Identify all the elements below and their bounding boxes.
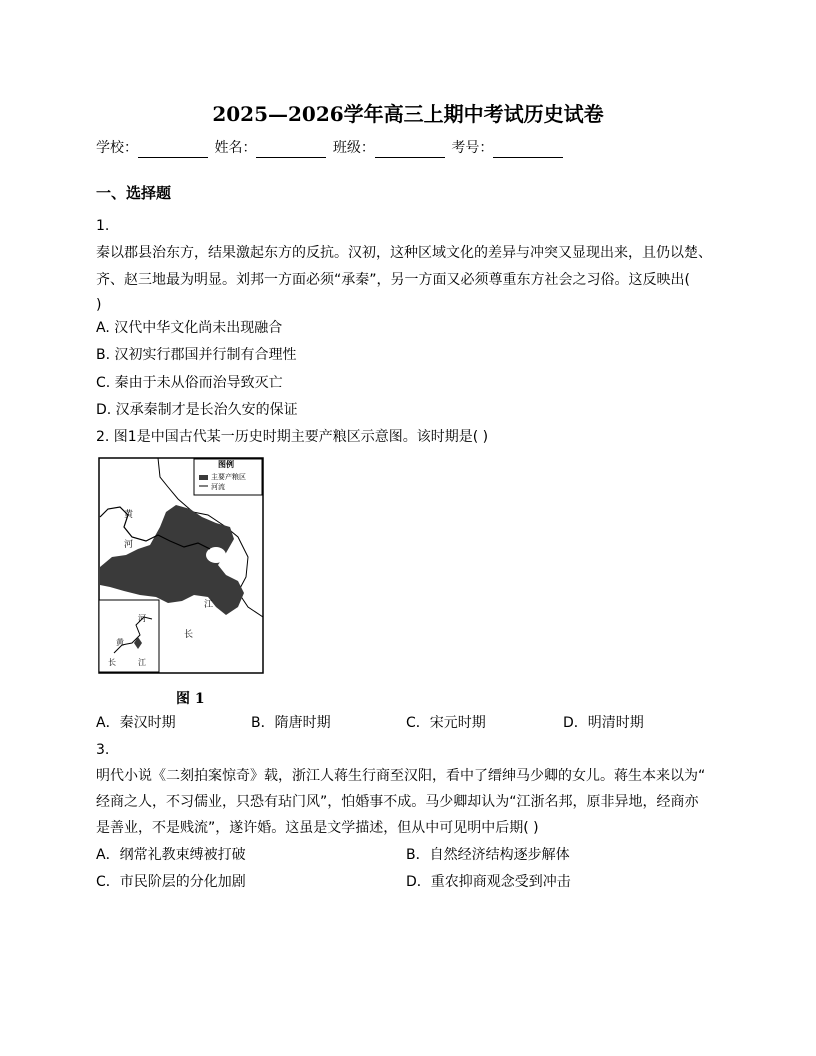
q2-option-c: C．宋元时期 xyxy=(406,715,486,731)
map-label: 河 xyxy=(124,540,134,550)
q2-option-b: B．隋唐时期 xyxy=(251,715,331,731)
q3-stem-line: 明代小说《二刻拍案惊奇》载，浙江人蒋生行商至汉阳，看中了缙绅马少卿的女儿。蒋生本来以为“ xyxy=(96,768,706,784)
name-blank xyxy=(256,143,326,158)
map-label: 长 xyxy=(184,630,194,640)
class-label: 班级： xyxy=(332,140,375,156)
q3-option-a: A．纲常礼教束缚被打破 xyxy=(96,847,246,863)
inset-label: 黄 xyxy=(116,638,124,647)
legend-region-swatch xyxy=(199,475,208,480)
number-blank xyxy=(493,143,563,158)
class-blank xyxy=(375,143,445,158)
school-label: 学校： xyxy=(96,140,138,156)
map-label: 江 xyxy=(204,600,214,610)
q3-option-b: B．自然经济结构逐步解体 xyxy=(406,847,570,863)
q3-option-c: C．市民阶层的分化加剧 xyxy=(96,874,246,890)
grain-region-map xyxy=(98,457,264,674)
school-blank xyxy=(138,143,208,158)
inset-label: 河 xyxy=(138,614,146,623)
q1-option-d: D. 汉承秦制才是长治久安的保证 xyxy=(96,402,298,418)
section-heading: 一、选择题 xyxy=(96,184,172,202)
q1-option-a: A. 汉代中华文化尚未出现融合 xyxy=(96,320,283,336)
figure-caption: 图 1 xyxy=(176,691,205,707)
q1-option-b: B. 汉初实行郡国并行制有合理性 xyxy=(96,347,297,363)
q3-option-d: D．重农抑商观念受到冲击 xyxy=(406,874,571,890)
q3-stem-line: 是善业，不是贱流”，遂许婚。这虽是文学描述，但从中可见明中后期( ) xyxy=(96,820,539,836)
legend-item-river: 河流 xyxy=(211,483,225,491)
map-label: 黄 xyxy=(124,510,134,520)
q1-stem-line: 齐、赵三地最为明显。刘邦一方面必须“承秦”，另一方面又必须尊重东方社会之习俗。这反映出( xyxy=(96,272,690,288)
q3-number: 3. xyxy=(96,742,110,758)
q3-stem-line: 经商之人，不习儒业，只恐有玷门风”，怕婚事不成。马少卿却认为“江浙名邦，原非异地，经商亦 xyxy=(96,794,699,810)
q1-option-c: C. 秦由于未从俗而治导致灭亡 xyxy=(96,375,283,391)
name-label: 姓名： xyxy=(214,140,257,156)
q1-number: 1. xyxy=(96,218,110,234)
legend-title: 图例 xyxy=(218,460,234,469)
q2-option-a: A．秦汉时期 xyxy=(96,715,176,731)
q1-stem-line: 秦以郡县治东方，结果激起东方的反抗。汉初，这种区域文化的差异与冲突又显现出来，且仍以楚、 xyxy=(96,245,712,261)
legend-item-region: 主要产粮区 xyxy=(211,473,246,481)
number-label: 考号： xyxy=(451,140,494,156)
inset-label: 江 xyxy=(138,658,146,667)
q2-option-d: D．明清时期 xyxy=(563,715,644,731)
student-info-row xyxy=(96,138,565,158)
map-patch xyxy=(206,547,226,563)
inset-label: 长 xyxy=(108,658,116,667)
exam-title: 2025—2026学年高三上期中考试历史试卷 xyxy=(212,102,604,126)
q2-stem: 2. 图1是中国古代某一历史时期主要产粮区示意图。该时期是( ) xyxy=(96,429,489,445)
q1-stem-line: ) xyxy=(96,297,102,313)
